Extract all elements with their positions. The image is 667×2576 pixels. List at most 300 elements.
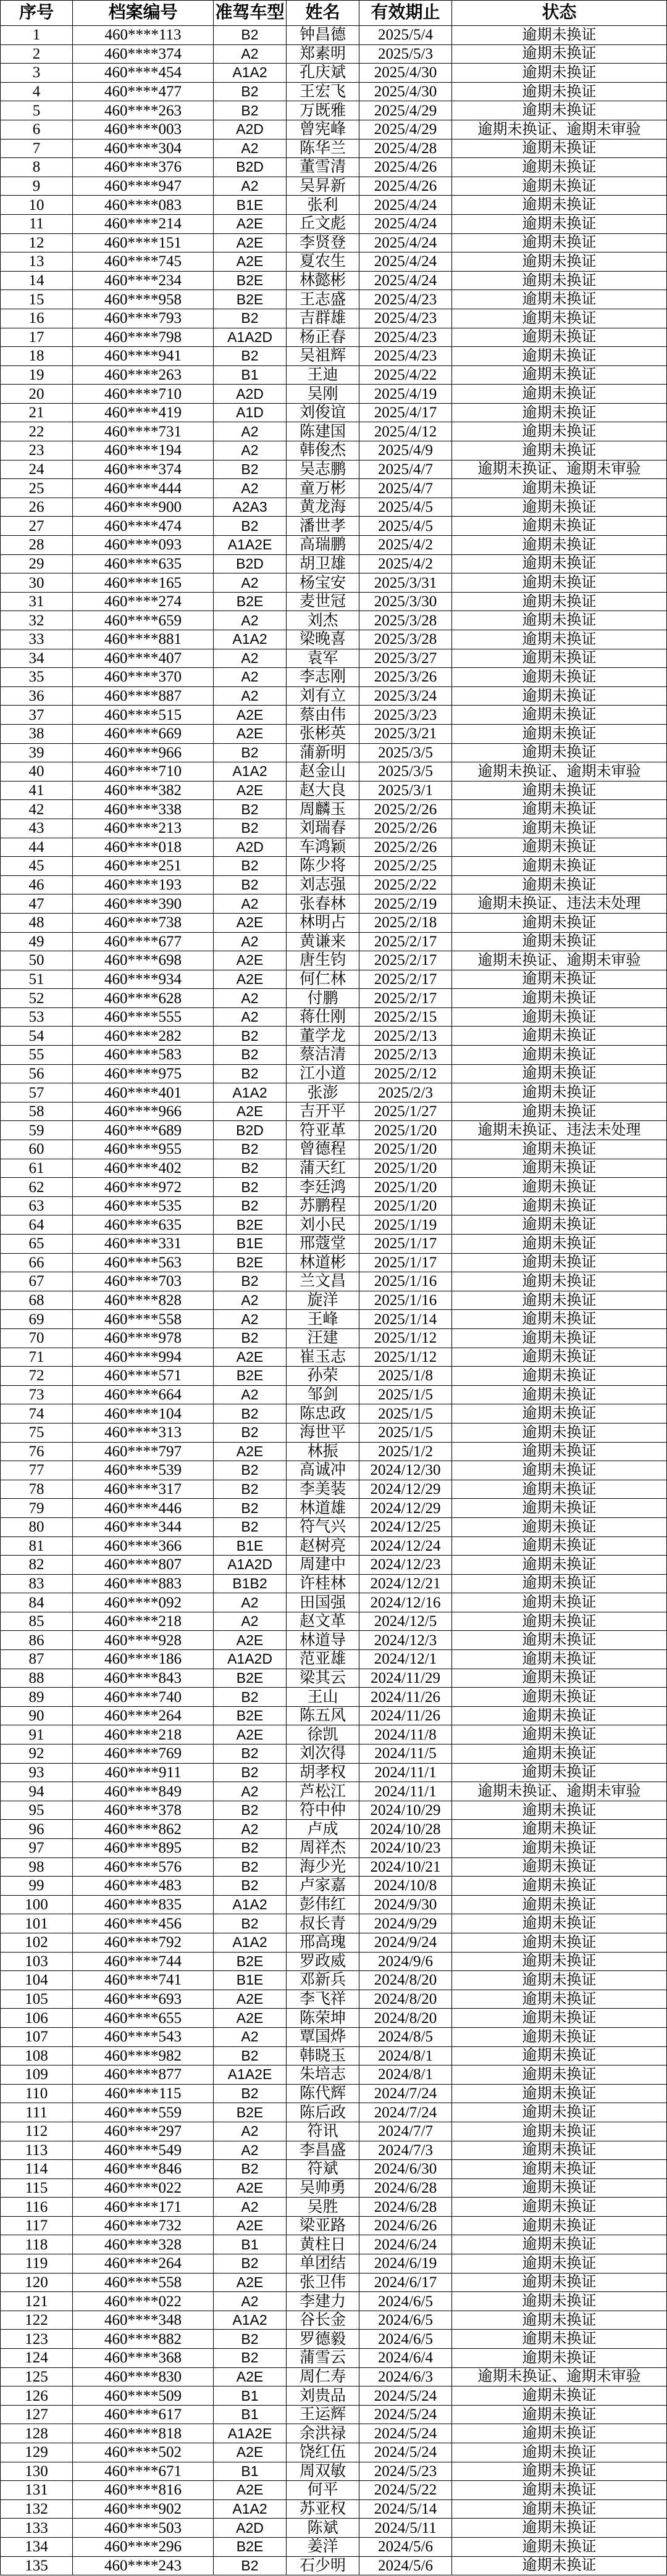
cell-license-class: A2E xyxy=(214,2179,287,2198)
cell-serial-number: 106 xyxy=(0,2009,73,2028)
cell-file-number: 460****218 xyxy=(73,1612,214,1632)
cell-file-number: 460****966 xyxy=(73,744,214,763)
cell-license-class: A2 xyxy=(214,45,287,64)
cell-file-number: 460****374 xyxy=(73,461,214,480)
cell-license-class: A2E xyxy=(214,706,287,725)
cell-expiry-date: 2024/12/21 xyxy=(359,1575,452,1594)
cell-status: 逾期未换证 xyxy=(452,1575,667,1594)
cell-license-class: B2 xyxy=(214,2085,287,2104)
cell-license-class: A2 xyxy=(214,668,287,687)
cell-license-class: A2A3 xyxy=(214,498,287,517)
cell-driver-name: 王山 xyxy=(287,1688,359,1707)
cell-serial-number: 21 xyxy=(0,404,73,423)
cell-expiry-date: 2025/4/29 xyxy=(359,101,452,120)
cell-driver-name: 兰文昌 xyxy=(287,1272,359,1291)
cell-expiry-date: 2024/11/8 xyxy=(359,1725,452,1744)
cell-file-number: 460****213 xyxy=(73,819,214,838)
cell-file-number: 460****830 xyxy=(73,2368,214,2387)
cell-serial-number: 14 xyxy=(0,272,73,291)
cell-expiry-date: 2024/11/1 xyxy=(359,1764,452,1783)
cell-file-number: 460****576 xyxy=(73,1858,214,1877)
cell-driver-name: 彭伟红 xyxy=(287,1896,359,1915)
cell-status: 逾期未换证 xyxy=(452,422,667,441)
cell-serial-number: 82 xyxy=(0,1556,73,1575)
cell-file-number: 460****515 xyxy=(73,706,214,725)
cell-status: 逾期未换证 xyxy=(452,479,667,498)
cell-serial-number: 89 xyxy=(0,1688,73,1707)
cell-file-number: 460****798 xyxy=(73,328,214,348)
cell-license-class: B2 xyxy=(214,1839,287,1858)
cell-status: 逾期未换证 xyxy=(452,328,667,348)
cell-file-number: 460****887 xyxy=(73,687,214,706)
cell-status: 逾期未换证 xyxy=(452,252,667,272)
cell-expiry-date: 2025/1/20 xyxy=(359,1178,452,1197)
cell-license-class: A2 xyxy=(214,687,287,706)
cell-status: 逾期未换证 xyxy=(452,1518,667,1537)
cell-status: 逾期未换证 xyxy=(452,272,667,291)
cell-expiry-date: 2024/12/5 xyxy=(359,1612,452,1632)
cell-status: 逾期未换证 xyxy=(452,1801,667,1820)
cell-file-number: 460****703 xyxy=(73,1272,214,1291)
cell-serial-number: 105 xyxy=(0,1990,73,2009)
cell-status: 逾期未换证 xyxy=(452,366,667,385)
cell-file-number: 460****313 xyxy=(73,1423,214,1443)
cell-serial-number: 43 xyxy=(0,819,73,838)
cell-file-number: 460****982 xyxy=(73,2047,214,2066)
cell-file-number: 460****659 xyxy=(73,611,214,630)
cell-license-class: A1A2 xyxy=(214,1933,287,1953)
cell-file-number: 460****928 xyxy=(73,1631,214,1650)
cell-expiry-date: 2025/4/23 xyxy=(359,290,452,309)
cell-expiry-date: 2025/4/24 xyxy=(359,196,452,215)
cell-status: 逾期未换证 xyxy=(452,1423,667,1443)
cell-file-number: 460****243 xyxy=(73,2557,214,2576)
cell-status: 逾期未换证 xyxy=(452,1008,667,1027)
cell-expiry-date: 2024/6/5 xyxy=(359,2292,452,2311)
cell-license-class: A1A2 xyxy=(214,630,287,649)
cell-expiry-date: 2025/3/23 xyxy=(359,706,452,725)
cell-serial-number: 132 xyxy=(0,2500,73,2519)
cell-serial-number: 35 xyxy=(0,668,73,687)
cell-driver-name: 付鹏 xyxy=(287,989,359,1008)
cell-driver-name: 李志刚 xyxy=(287,668,359,687)
cell-license-class: B1 xyxy=(214,2235,287,2254)
cell-serial-number: 57 xyxy=(0,1083,73,1103)
cell-status: 逾期未换证 xyxy=(452,649,667,669)
cell-license-class: A2E xyxy=(214,951,287,970)
cell-expiry-date: 2024/5/24 xyxy=(359,2386,452,2406)
cell-status: 逾期未换证 xyxy=(452,1291,667,1311)
cell-status: 逾期未换证 xyxy=(452,1858,667,1877)
cell-expiry-date: 2025/1/20 xyxy=(359,1159,452,1178)
cell-expiry-date: 2025/4/24 xyxy=(359,215,452,234)
cell-status: 逾期未换证 xyxy=(452,2406,667,2425)
cell-serial-number: 32 xyxy=(0,611,73,630)
cell-expiry-date: 2025/4/2 xyxy=(359,555,452,574)
cell-expiry-date: 2024/11/5 xyxy=(359,1744,452,1764)
cell-status: 逾期未换证 xyxy=(452,1744,667,1764)
cell-license-class: A2 xyxy=(214,1310,287,1329)
cell-driver-name: 李昌盛 xyxy=(287,2141,359,2161)
cell-serial-number: 81 xyxy=(0,1537,73,1556)
cell-status: 逾期未换证 xyxy=(452,1877,667,1896)
cell-file-number: 460****635 xyxy=(73,555,214,574)
cell-license-class: A1A2 xyxy=(214,2500,287,2519)
cell-expiry-date: 2024/6/26 xyxy=(359,2217,452,2236)
cell-expiry-date: 2024/9/6 xyxy=(359,1953,452,1972)
cell-serial-number: 36 xyxy=(0,687,73,706)
cell-expiry-date: 2024/12/30 xyxy=(359,1461,452,1480)
cell-status: 逾期未换证 xyxy=(452,2235,667,2254)
cell-driver-name: 高诚冲 xyxy=(287,1461,359,1480)
cell-serial-number: 122 xyxy=(0,2311,73,2330)
cell-expiry-date: 2024/8/20 xyxy=(359,1971,452,1990)
cell-status: 逾期未换证 xyxy=(452,857,667,876)
cell-serial-number: 128 xyxy=(0,2424,73,2443)
cell-driver-name: 蒲新明 xyxy=(287,744,359,763)
cell-status: 逾期未换证 xyxy=(452,1971,667,1990)
cell-driver-name: 林道导 xyxy=(287,1631,359,1650)
cell-driver-name: 黄龙海 xyxy=(287,498,359,517)
cell-serial-number: 113 xyxy=(0,2141,73,2161)
cell-license-class: A2E xyxy=(214,1443,287,1462)
cell-driver-name: 陈荣坤 xyxy=(287,2009,359,2028)
cell-license-class: B2 xyxy=(214,2160,287,2179)
cell-file-number: 460****282 xyxy=(73,1027,214,1046)
cell-driver-name: 陈五风 xyxy=(287,1707,359,1726)
cell-file-number: 460****941 xyxy=(73,347,214,366)
cell-license-class: A1A2D xyxy=(214,1556,287,1575)
cell-license-class: B2E xyxy=(214,2103,287,2122)
cell-license-class: B2 xyxy=(214,2330,287,2349)
cell-status: 逾期未换证 xyxy=(452,404,667,423)
cell-driver-name: 梁晚喜 xyxy=(287,630,359,649)
cell-expiry-date: 2024/8/5 xyxy=(359,2028,452,2047)
cell-expiry-date: 2025/4/7 xyxy=(359,461,452,480)
cell-status: 逾期未换证 xyxy=(452,914,667,933)
cell-status: 逾期未换证 xyxy=(452,1707,667,1726)
cell-file-number: 460****664 xyxy=(73,1386,214,1405)
cell-file-number: 460****539 xyxy=(73,1461,214,1480)
cell-license-class: A2 xyxy=(214,649,287,669)
cell-serial-number: 118 xyxy=(0,2235,73,2254)
cell-driver-name: 蔡由伟 xyxy=(287,706,359,725)
cell-file-number: 460****882 xyxy=(73,2330,214,2349)
cell-file-number: 460****407 xyxy=(73,649,214,669)
cell-serial-number: 48 xyxy=(0,914,73,933)
cell-serial-number: 120 xyxy=(0,2274,73,2293)
cell-expiry-date: 2024/5/11 xyxy=(359,2519,452,2538)
cell-driver-name: 蒲天红 xyxy=(287,1159,359,1178)
cell-status: 逾期未换证 xyxy=(452,1461,667,1480)
cell-status: 逾期未换证 xyxy=(452,611,667,630)
cell-expiry-date: 2025/3/5 xyxy=(359,762,452,782)
cell-driver-name: 刘志强 xyxy=(287,876,359,895)
cell-license-class: B2 xyxy=(214,517,287,536)
cell-license-class: B2 xyxy=(214,1499,287,1518)
cell-status: 逾期未换证 xyxy=(452,2443,667,2462)
cell-expiry-date: 2025/4/24 xyxy=(359,252,452,272)
cell-license-class: B2 xyxy=(214,2557,287,2576)
cell-driver-name: 陈华兰 xyxy=(287,140,359,159)
cell-driver-name: 王运辉 xyxy=(287,2406,359,2425)
cell-file-number: 460****018 xyxy=(73,838,214,857)
cell-file-number: 460****669 xyxy=(73,725,214,744)
cell-serial-number: 76 xyxy=(0,1443,73,1462)
cell-license-class: B2 xyxy=(214,1744,287,1764)
cell-file-number: 460****558 xyxy=(73,1310,214,1329)
cell-serial-number: 58 xyxy=(0,1103,73,1122)
cell-driver-name: 范亚雄 xyxy=(287,1650,359,1669)
cell-expiry-date: 2025/4/26 xyxy=(359,158,452,177)
cell-serial-number: 111 xyxy=(0,2103,73,2122)
cell-serial-number: 38 xyxy=(0,725,73,744)
cell-file-number: 460****370 xyxy=(73,668,214,687)
cell-status: 逾期未换证 xyxy=(452,215,667,234)
cell-driver-name: 符中仲 xyxy=(287,1801,359,1820)
cell-driver-name: 钟昌德 xyxy=(287,26,359,45)
cell-expiry-date: 2024/6/24 xyxy=(359,2235,452,2254)
cell-license-class: A2E xyxy=(214,1990,287,2009)
cell-serial-number: 90 xyxy=(0,1707,73,1726)
cell-serial-number: 27 xyxy=(0,517,73,536)
cell-status: 逾期未换证 xyxy=(452,385,667,404)
cell-license-class: B2 xyxy=(214,2047,287,2066)
cell-file-number: 460****274 xyxy=(73,593,214,612)
cell-expiry-date: 2024/6/5 xyxy=(359,2311,452,2330)
cell-status: 逾期未换证 xyxy=(452,2009,667,2028)
cell-serial-number: 11 xyxy=(0,215,73,234)
cell-file-number: 460****338 xyxy=(73,800,214,819)
cell-license-class: B2 xyxy=(214,1858,287,1877)
cell-expiry-date: 2024/11/29 xyxy=(359,1669,452,1688)
cell-file-number: 460****186 xyxy=(73,1650,214,1669)
cell-status: 逾期未换证 xyxy=(452,2386,667,2406)
cell-serial-number: 1 xyxy=(0,26,73,45)
cell-status: 逾期未换证、逾期未审验 xyxy=(452,120,667,140)
cell-license-class: A2E xyxy=(214,782,287,801)
cell-file-number: 460****571 xyxy=(73,1367,214,1386)
cell-driver-name: 韩晓玉 xyxy=(287,2047,359,2066)
cell-driver-name: 李贤登 xyxy=(287,234,359,253)
cell-license-class: B2 xyxy=(214,1423,287,1443)
cell-driver-name: 林道雄 xyxy=(287,1499,359,1518)
cell-expiry-date: 2024/7/24 xyxy=(359,2085,452,2104)
cell-expiry-date: 2025/1/19 xyxy=(359,1215,452,1235)
cell-status: 逾期未换证、违法未处理 xyxy=(452,1121,667,1140)
cell-driver-name: 童万彬 xyxy=(287,479,359,498)
cell-serial-number: 84 xyxy=(0,1593,73,1612)
cell-file-number: 460****583 xyxy=(73,1046,214,1065)
cell-license-class: A2 xyxy=(214,1291,287,1311)
cell-file-number: 460****738 xyxy=(73,914,214,933)
cell-status: 逾期未换证 xyxy=(452,2028,667,2047)
cell-serial-number: 127 xyxy=(0,2406,73,2425)
cell-license-class: B2 xyxy=(214,1140,287,1159)
cell-driver-name: 孙荣 xyxy=(287,1367,359,1386)
cell-status: 逾期未换证 xyxy=(452,309,667,328)
cell-serial-number: 102 xyxy=(0,1933,73,1953)
cell-file-number: 460****710 xyxy=(73,385,214,404)
cell-file-number: 460****862 xyxy=(73,1820,214,1839)
cell-expiry-date: 2025/4/23 xyxy=(359,347,452,366)
cell-expiry-date: 2025/1/20 xyxy=(359,1197,452,1216)
cell-license-class: A2E xyxy=(214,914,287,933)
cell-expiry-date: 2024/12/29 xyxy=(359,1499,452,1518)
cell-file-number: 460****731 xyxy=(73,422,214,441)
cell-serial-number: 55 xyxy=(0,1046,73,1065)
cell-status: 逾期未换证 xyxy=(452,838,667,857)
cell-expiry-date: 2025/2/18 xyxy=(359,914,452,933)
header-expiry-date: 有效期止 xyxy=(359,0,452,26)
cell-driver-name: 罗政威 xyxy=(287,1953,359,1972)
cell-expiry-date: 2024/5/24 xyxy=(359,2424,452,2443)
cell-serial-number: 123 xyxy=(0,2330,73,2349)
cell-status: 逾期未换证 xyxy=(452,1027,667,1046)
cell-status: 逾期未换证 xyxy=(452,1348,667,1367)
cell-serial-number: 12 xyxy=(0,234,73,253)
cell-status: 逾期未换证 xyxy=(452,1386,667,1405)
cell-serial-number: 77 xyxy=(0,1461,73,1480)
cell-status: 逾期未换证 xyxy=(452,2311,667,2330)
cell-status: 逾期未换证 xyxy=(452,1443,667,1462)
cell-license-class: B2E xyxy=(214,1707,287,1726)
cell-file-number: 460****113 xyxy=(73,26,214,45)
cell-license-class: B1 xyxy=(214,366,287,385)
cell-status: 逾期未换证 xyxy=(452,2349,667,2368)
cell-serial-number: 40 xyxy=(0,762,73,782)
cell-status: 逾期未换证 xyxy=(452,1215,667,1235)
cell-expiry-date: 2025/1/5 xyxy=(359,1423,452,1443)
cell-license-class: B2 xyxy=(214,2349,287,2368)
cell-license-class: B1E xyxy=(214,1971,287,1990)
cell-serial-number: 2 xyxy=(0,45,73,64)
cell-status: 逾期未换证 xyxy=(452,1235,667,1254)
cell-license-class: A2 xyxy=(214,1593,287,1612)
cell-driver-name: 卢家嘉 xyxy=(287,1877,359,1896)
cell-driver-name: 邓新兵 xyxy=(287,1971,359,1990)
cell-driver-name: 吴志鹏 xyxy=(287,461,359,480)
cell-status: 逾期未换证 xyxy=(452,1650,667,1669)
cell-file-number: 460****902 xyxy=(73,2500,214,2519)
cell-status: 逾期未换证 xyxy=(452,177,667,196)
cell-serial-number: 67 xyxy=(0,1272,73,1291)
cell-driver-name: 芦松江 xyxy=(287,1782,359,1801)
cell-serial-number: 29 xyxy=(0,555,73,574)
cell-serial-number: 59 xyxy=(0,1121,73,1140)
cell-file-number: 460****263 xyxy=(73,101,214,120)
cell-expiry-date: 2024/6/30 xyxy=(359,2160,452,2179)
cell-driver-name: 赵金山 xyxy=(287,762,359,782)
cell-serial-number: 5 xyxy=(0,101,73,120)
cell-serial-number: 93 xyxy=(0,1764,73,1783)
cell-expiry-date: 2024/10/21 xyxy=(359,1858,452,1877)
cell-driver-name: 谷长金 xyxy=(287,2311,359,2330)
cell-serial-number: 135 xyxy=(0,2557,73,2576)
cell-serial-number: 109 xyxy=(0,2065,73,2085)
cell-status: 逾期未换证 xyxy=(452,1310,667,1329)
cell-license-class: B2D xyxy=(214,158,287,177)
cell-file-number: 460****958 xyxy=(73,290,214,309)
cell-license-class: A2E xyxy=(214,252,287,272)
cell-expiry-date: 2025/1/17 xyxy=(359,1235,452,1254)
cell-expiry-date: 2025/1/12 xyxy=(359,1329,452,1348)
cell-expiry-date: 2025/2/26 xyxy=(359,838,452,857)
cell-status: 逾期未换证 xyxy=(452,989,667,1008)
cell-driver-name: 赵文革 xyxy=(287,1612,359,1632)
cell-expiry-date: 2025/1/2 xyxy=(359,1443,452,1462)
cell-driver-name: 周双敏 xyxy=(287,2462,359,2482)
cell-file-number: 460****344 xyxy=(73,1518,214,1537)
cell-driver-name: 胡卫雄 xyxy=(287,555,359,574)
cell-driver-name: 陈忠政 xyxy=(287,1404,359,1423)
cell-driver-name: 刘贵品 xyxy=(287,2386,359,2406)
cell-driver-name: 刘杰 xyxy=(287,611,359,630)
cell-serial-number: 61 xyxy=(0,1159,73,1178)
cell-driver-name: 袁军 xyxy=(287,649,359,669)
cell-driver-name: 李美装 xyxy=(287,1480,359,1499)
cell-license-class: A2 xyxy=(214,177,287,196)
cell-driver-name: 刘俊谊 xyxy=(287,404,359,423)
cell-license-class: A1A2 xyxy=(214,2311,287,2330)
cell-status: 逾期未换证 xyxy=(452,1725,667,1744)
cell-serial-number: 47 xyxy=(0,894,73,914)
cell-file-number: 460****092 xyxy=(73,1593,214,1612)
cell-status: 逾期未换证 xyxy=(452,1593,667,1612)
cell-license-class: B2 xyxy=(214,1178,287,1197)
cell-expiry-date: 2025/3/28 xyxy=(359,611,452,630)
header-file-number: 档案编号 xyxy=(73,0,214,26)
cell-expiry-date: 2025/2/17 xyxy=(359,933,452,952)
cell-driver-name: 陈斌 xyxy=(287,2519,359,2538)
cell-driver-name: 何仁林 xyxy=(287,970,359,990)
cell-expiry-date: 2025/4/5 xyxy=(359,517,452,536)
cell-license-class: B2E xyxy=(214,1215,287,1235)
cell-driver-name: 单团结 xyxy=(287,2254,359,2274)
cell-expiry-date: 2024/12/1 xyxy=(359,1650,452,1669)
cell-status: 逾期未换证 xyxy=(452,593,667,612)
cell-file-number: 460****895 xyxy=(73,1839,214,1858)
cell-file-number: 460****563 xyxy=(73,1254,214,1273)
cell-license-class: B2E xyxy=(214,1953,287,1972)
cell-driver-name: 杨正春 xyxy=(287,328,359,348)
cell-license-class: B2 xyxy=(214,1801,287,1820)
cell-file-number: 460****304 xyxy=(73,140,214,159)
cell-serial-number: 33 xyxy=(0,630,73,649)
cell-serial-number: 108 xyxy=(0,2047,73,2066)
cell-serial-number: 121 xyxy=(0,2292,73,2311)
cell-license-class: B2 xyxy=(214,1877,287,1896)
cell-serial-number: 68 xyxy=(0,1291,73,1311)
cell-file-number: 460****994 xyxy=(73,1348,214,1367)
cell-license-class: B1 xyxy=(214,2386,287,2406)
cell-driver-name: 夏农生 xyxy=(287,252,359,272)
cell-license-class: A2E xyxy=(214,725,287,744)
cell-expiry-date: 2025/2/12 xyxy=(359,1065,452,1084)
cell-license-class: A2 xyxy=(214,1386,287,1405)
cell-license-class: A2E xyxy=(214,970,287,990)
cell-driver-name: 王迪 xyxy=(287,366,359,385)
cell-status: 逾期未换证 xyxy=(452,668,667,687)
cell-file-number: 460****881 xyxy=(73,630,214,649)
cell-driver-name: 李飞祥 xyxy=(287,1990,359,2009)
cell-expiry-date: 2024/9/29 xyxy=(359,1914,452,1933)
cell-expiry-date: 2025/4/24 xyxy=(359,272,452,291)
cell-file-number: 460****317 xyxy=(73,1480,214,1499)
cell-serial-number: 99 xyxy=(0,1877,73,1896)
cell-license-class: B2 xyxy=(214,2254,287,2274)
cell-expiry-date: 2025/5/4 xyxy=(359,26,452,45)
